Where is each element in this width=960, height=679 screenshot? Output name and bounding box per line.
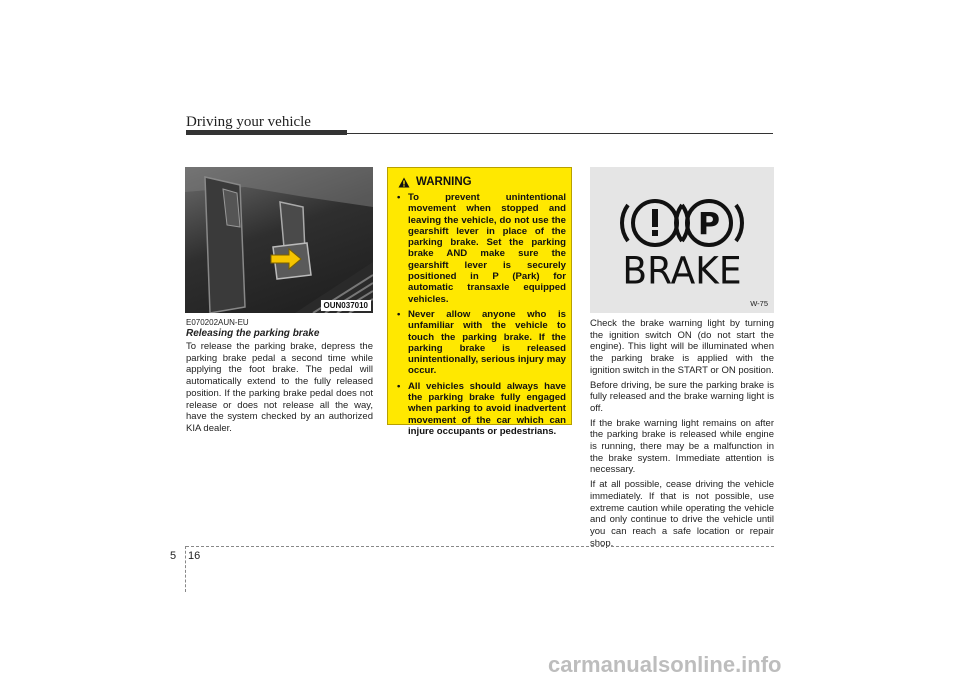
- warning-triangle-icon: [398, 177, 410, 188]
- warning-item: • All vehicles should always have the parking brake fully engaged when parking to avoid inadvertent movement of the car which can injure occupants or pedestrians.: [396, 381, 566, 437]
- warning-title: WARNING: [416, 176, 472, 188]
- brake-paragraph: Check the brake warning light by turning the ignition switch ON (do not start the engine). This light will be illuminated when the parking brake is applied with the ignition switch in the START or ON position.: [590, 318, 774, 376]
- parking-p-letter: P: [698, 207, 720, 242]
- watermark: carmanualsonline.info: [548, 652, 782, 677]
- chapter-number: 5: [170, 550, 177, 562]
- brake-paragraph: Before driving, be sure the parking brake is fully released and the brake warning light is off.: [590, 379, 774, 414]
- header-rule-thick: [186, 130, 347, 135]
- releasing-brake-paragraph: To release the parking brake, depress the parking brake pedal a second time while applying the foot brake. The pedal will automatically extend to the fully released position. If the parking brake pedal does not release or does not release all the way, have the system checked by an authorized KIA dealer.: [186, 341, 373, 434]
- photo-label: OUN037010: [321, 300, 371, 311]
- parking-brake-pedal-illustration: [185, 167, 373, 313]
- brake-paragraph: If the brake warning light remains on after the parking brake is released while engine is running, there may be a malfunction in the brake system. Immediate attention is necessary.: [590, 417, 774, 476]
- page-number: 16: [188, 550, 201, 562]
- brake-warning-light-image: [590, 167, 774, 313]
- warning-item: • Never allow anyone who is unfamiliar with the vehicle to touch the parking brake. If the parking brake is released unintentionally, serious injury may occur.: [396, 309, 566, 377]
- footer-rule: [186, 546, 774, 547]
- footer-vertical-rule: [185, 546, 186, 592]
- brake-warning-text: [590, 318, 774, 552]
- warning-header: [398, 176, 472, 188]
- brake-image-code: W-75: [750, 299, 768, 308]
- warning-list: [396, 192, 566, 441]
- parking-brake-photo: [185, 167, 373, 313]
- brake-word: BRAKE: [622, 249, 742, 294]
- warning-item: • To prevent unintentional movement when stopped and leaving the vehicle, do not use the gearshift lever in place of the parking brake. Set the parking brake AND make sure the gearshift lever is securely positioned in P (Park) for automatic transaxle equipped vehicles.: [396, 192, 566, 305]
- section-heading: Releasing the parking brake: [186, 328, 320, 339]
- warning-box: [387, 167, 572, 437]
- page-header-title: Driving your vehicle: [186, 114, 311, 130]
- brake-paragraph: If at all possible, cease driving the vehicle immediately. If that is not possible, use extreme caution while operating the vehicle and only continue to drive the vehicle until you can reach a safe location or repair shop.: [590, 479, 774, 549]
- section-code: E070202AUN-EU: [186, 318, 249, 327]
- header-rule-thin: [347, 133, 773, 134]
